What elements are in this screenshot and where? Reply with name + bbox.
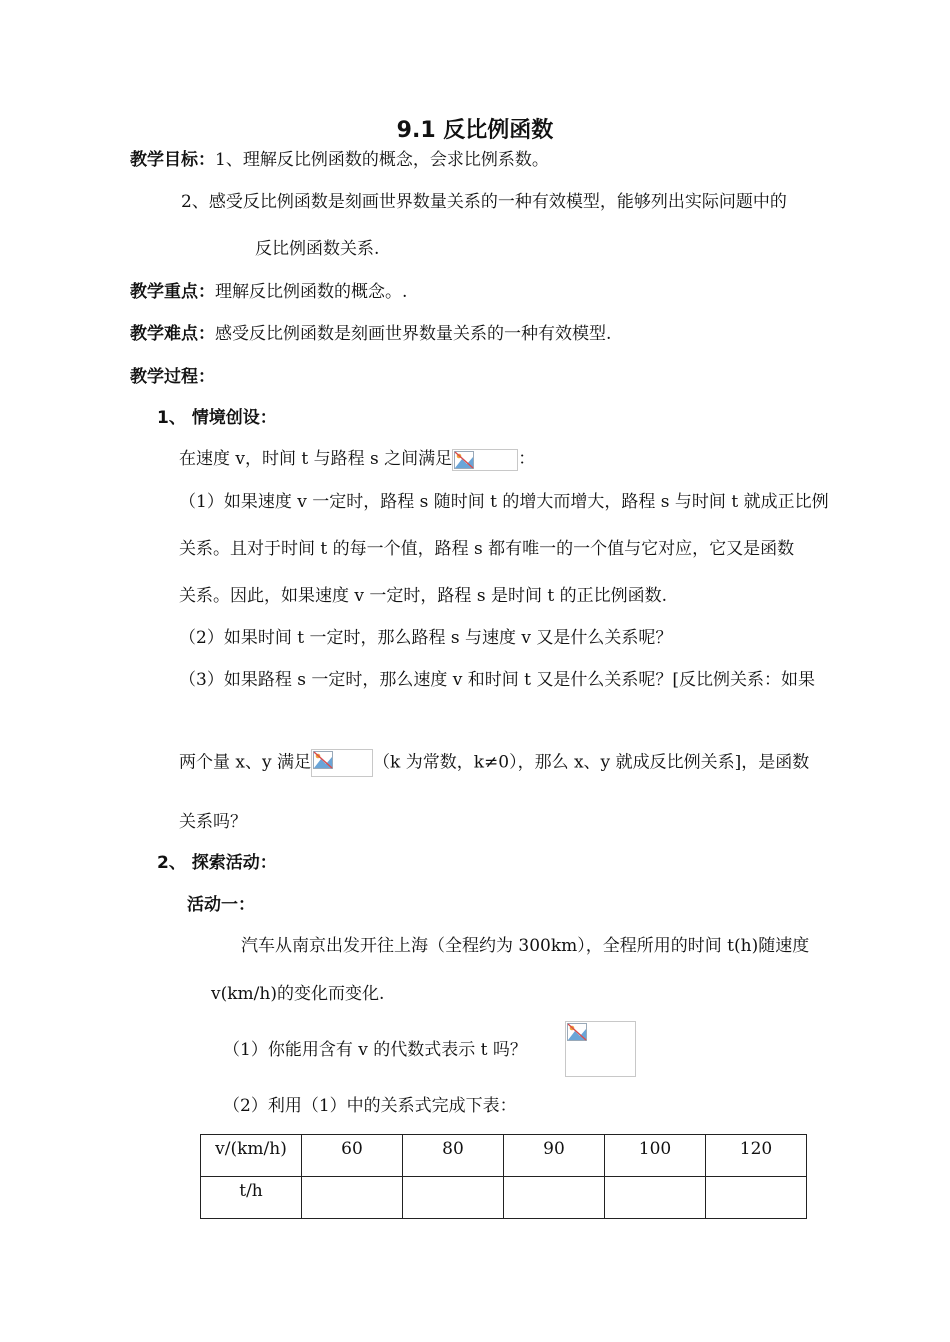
process-label: 教学过程：: [130, 367, 215, 387]
table-cell[interactable]: [403, 1177, 504, 1219]
broken-image-icon: [567, 1023, 587, 1041]
table-row: [201, 1177, 807, 1219]
q3-line2: [179, 749, 809, 777]
q3-line2-rest: （k 为常数，k≠0），那么 x、y 就成反比例关系]，是函数: [373, 752, 810, 773]
broken-image-icon: [313, 751, 333, 769]
q1-line3: 关系。因此，如果速度 v 一定时，路程 s 是时间 t 的正比例函数.: [179, 586, 667, 606]
objectives-item1: 1、理解反比例函数的概念，会求比例系数。: [215, 150, 549, 170]
speed-time-table: [200, 1134, 807, 1219]
broken-image-icon: [454, 451, 474, 469]
table-row: [201, 1135, 807, 1177]
activity-text-line1: 汽车从南京出发开往上海（全程约为 300km），全程所用的时间 t(h)随速度: [241, 936, 810, 956]
key-point-text: 理解反比例函数的概念。.: [215, 282, 408, 302]
activity-one-label: 活动一：: [187, 895, 255, 915]
q3-line1: （3）如果路程 s 一定时，那么速度 v 和时间 t 又是什么关系呢？[反比例关系：如果: [179, 670, 816, 690]
page-title: 9.1 反比例函数: [396, 118, 554, 143]
difficulty-line: [130, 323, 611, 345]
table-cell: 80: [403, 1135, 504, 1177]
activity-text-line2: v(km/h)的变化而变化.: [211, 984, 385, 1004]
section1-intro-colon: ：: [518, 449, 536, 469]
section1-intro-text: 在速度 v，时间 t 与路程 s 之间满足: [179, 449, 453, 469]
table-cell[interactable]: [605, 1177, 706, 1219]
table-cell: 100: [605, 1135, 706, 1177]
table-cell: t/h: [201, 1177, 302, 1219]
table-cell: 90: [504, 1135, 605, 1177]
table-cell: 60: [302, 1135, 403, 1177]
activity-q1: （1）你能用含有 v 的代数式表示 t 吗？: [223, 1040, 527, 1060]
q3-line2-text: 两个量 x、y 满足: [179, 752, 311, 773]
q3-line3: 关系吗？: [179, 812, 247, 832]
section1-heading: 1、 情境创设：: [157, 408, 277, 428]
table-cell[interactable]: [504, 1177, 605, 1219]
section2-heading: 2、 探索活动：: [157, 853, 277, 873]
table-cell[interactable]: [706, 1177, 807, 1219]
key-point-line: [130, 281, 407, 303]
difficulty-label: 教学难点：: [130, 324, 215, 344]
table-cell[interactable]: [302, 1177, 403, 1219]
difficulty-text: 感受反比例函数是刻画世界数量关系的一种有效模型.: [215, 324, 612, 344]
activity-q2: （2）利用（1）中的关系式完成下表：: [223, 1096, 517, 1116]
q1-line1: （1）如果速度 v 一定时，路程 s 随时间 t 的增大而增大，路程 s 与时间 t 就成正比例: [179, 492, 829, 512]
objectives-item2-line1: 2、感受反比例函数是刻画世界数量关系的一种有效模型，能够列出实际问题中的: [181, 192, 787, 212]
formula-image-s-vt: [452, 449, 518, 471]
objectives-label: 教学目标：: [130, 150, 215, 170]
section1-intro: [179, 448, 535, 471]
objectives-item2-line2: 反比例函数关系.: [255, 239, 380, 259]
table-cell: 120: [706, 1135, 807, 1177]
formula-image-y-kx: [311, 749, 373, 777]
key-point-label: 教学重点：: [130, 282, 215, 302]
q1-line2: 关系。且对于时间 t 的每一个值，路程 s 都有唯一的一个值与它对应，它又是函数: [179, 539, 795, 559]
answer-formula-image: [565, 1021, 636, 1077]
q2-line: （2）如果时间 t 一定时，那么路程 s 与速度 v 又是什么关系呢？: [179, 628, 673, 648]
table-cell: v/(km/h): [201, 1135, 302, 1177]
objectives-line1: [130, 149, 549, 171]
